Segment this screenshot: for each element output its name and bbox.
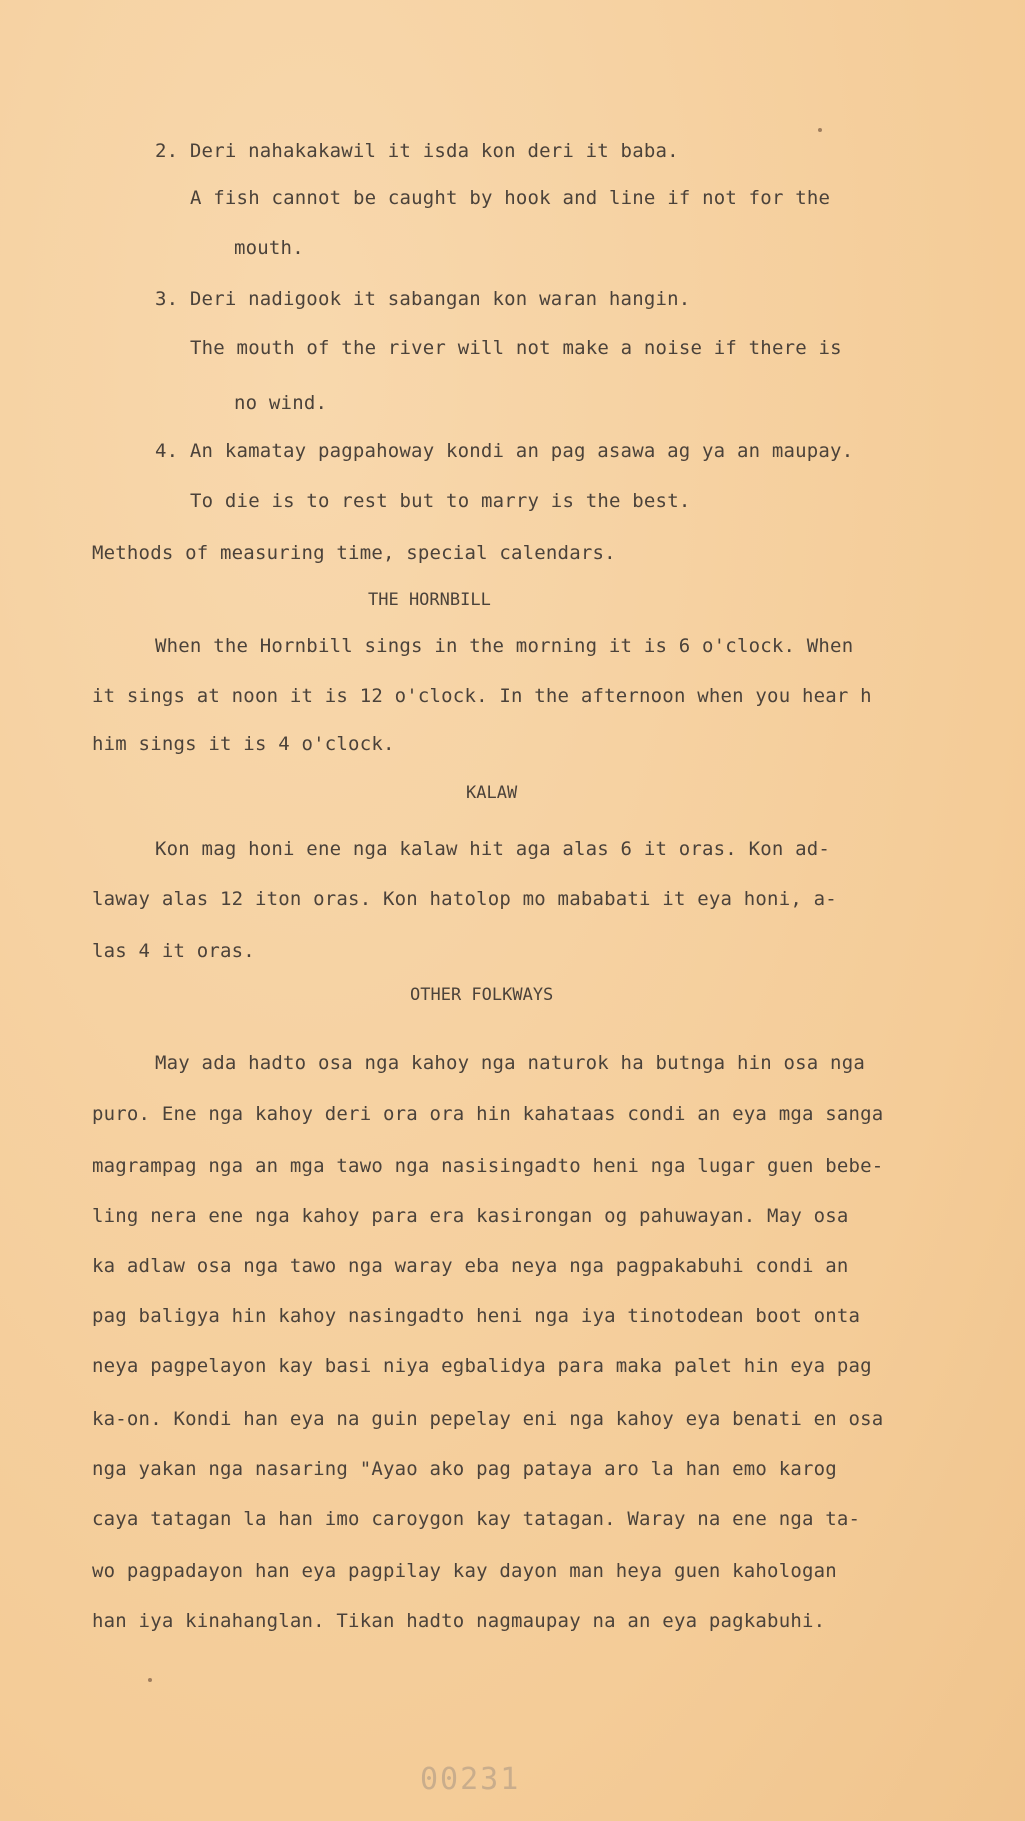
folkways-line-12: han iya kinahanglan. Tikan hadto nagmaupay na an eya pagkabuhi. — [92, 1610, 826, 1632]
hornbill-title: THE HORNBILL — [368, 590, 491, 610]
folkways-line-4: ling nera ene nga kahoy para era kasirongan og pahuwayan. May osa — [92, 1205, 849, 1227]
proverb-3-translation: The mouth of the river will not make a noise if there is — [190, 337, 842, 359]
folkways-line-8: ka-on. Kondi han eya na guin pepelay eni nga kahoy eya benati en osa — [92, 1408, 884, 1430]
proverb-2-translation-cont: mouth. — [234, 237, 304, 259]
proverb-3-translation-cont: no wind. — [234, 392, 328, 414]
folkways-line-11: wo pagpadayon han eya pagpilay kay dayon man heya guen kahologan — [92, 1560, 837, 1582]
paper-speck — [148, 1678, 152, 1682]
folkways-line-10: caya tatagan la han imo caroygon kay tatagan. Waray na ene nga ta- — [92, 1508, 861, 1530]
kalaw-line-2: laway alas 12 iton oras. Kon hatolop mo mababati it eya honi, a- — [92, 888, 837, 910]
folkways-line-5: ka adlaw osa nga tawo nga waray eba neya nga pagpakabuhi condi an — [92, 1255, 849, 1277]
hornbill-line-1: When the Hornbill sings in the morning it is 6 o'clock. When — [155, 635, 854, 657]
proverb-2-translation: A fish cannot be caught by hook and line if not for the — [190, 187, 831, 209]
folkways-line-6: pag baligya hin kahoy nasingadto heni nga iya tinotodean boot onta — [92, 1305, 861, 1327]
kalaw-line-1: Kon mag honi ene nga kalaw hit aga alas 6 it oras. Kon ad- — [155, 838, 831, 860]
folkways-line-7: neya pagpelayon kay basi niya egbalidya para maka palet hin eya pag — [92, 1355, 872, 1377]
folkways-title: OTHER FOLKWAYS — [410, 985, 554, 1005]
kalaw-line-3: las 4 it oras. — [92, 940, 255, 962]
proverb-4: 4. An kamatay pagpahoway kondi an pag asawa ag ya an maupay. — [155, 440, 854, 462]
page-stamp: 00231 — [420, 1762, 521, 1797]
kalaw-title: KALAW — [466, 783, 518, 803]
section-heading: Methods of measuring time, special calendars. — [92, 542, 616, 564]
paper-speck — [818, 128, 822, 132]
folkways-line-1: May ada hadto osa nga kahoy nga naturok ha butnga hin osa nga — [155, 1052, 865, 1074]
proverb-4-translation: To die is to rest but to marry is the best. — [190, 490, 691, 512]
folkways-line-3: magrampag nga an mga tawo nga nasisingadto heni nga lugar guen bebe- — [92, 1155, 884, 1177]
folkways-line-9: nga yakan nga nasaring "Ayao ako pag pataya aro la han emo karog — [92, 1458, 837, 1480]
hornbill-line-3: him sings it is 4 o'clock. — [92, 733, 395, 755]
proverb-3: 3. Deri nadigook it sabangan kon waran hangin. — [155, 288, 691, 310]
folkways-line-2: puro. Ene nga kahoy deri ora ora hin kahataas condi an eya mga sanga — [92, 1103, 884, 1125]
proverb-2: 2. Deri nahakakawil it isda kon deri it baba. — [155, 140, 679, 162]
hornbill-line-2: it sings at noon it is 12 o'clock. In the afternoon when you hear h — [92, 685, 872, 707]
